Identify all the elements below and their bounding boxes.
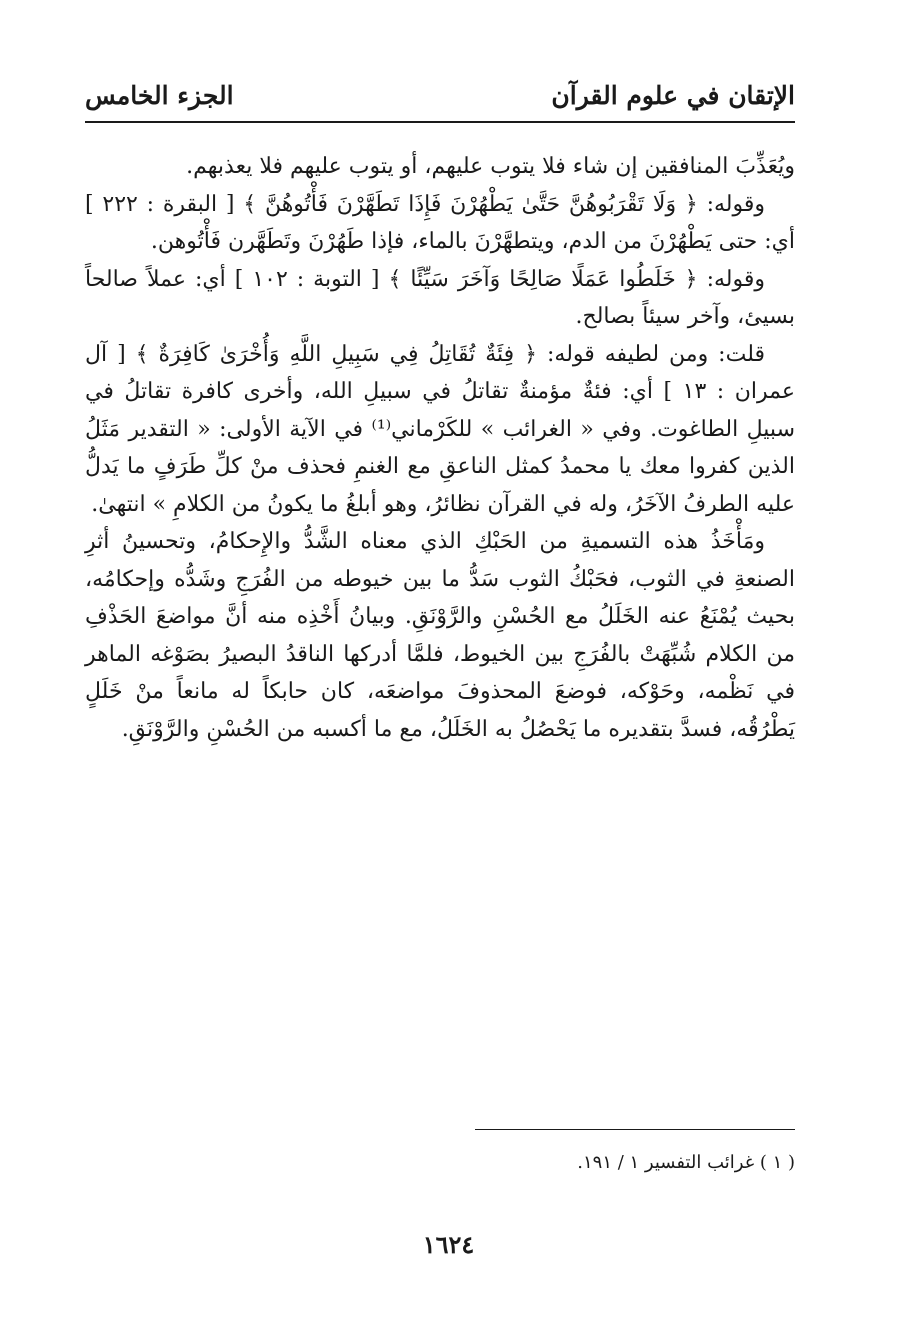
paragraph-4: قلت: ومن لطيفه قوله: ﴿ فِئَةٌ تُقَاتِلُ فِي سَبِيلِ اللَّهِ وَأُخْرَىٰ كَافِرَةٌ ﴾ [ آل عمران : ١٣ ] أي: فئةٌ مؤمنةٌ تقاتلُ في سبيلِ الله، وأخرى كافرة تقاتلُ في سبيلِ الطاغوت. وفي « الغرائب » للكَرْماني⁽¹⁾ في الآية الأولى: « التقدير مَثَلُ الذين كفروا معك يا محمدُ كمثل الناعقِ مع الغنمِ فحذف منْ كلِّ طَرَفٍ ما يَدلُّ عليه الطرفُ الآخَرُ، وله في القرآن نظائرُ، وهو أبلغُ ما يكونُ من الكلامِ » انتهىٰ.: [85, 341, 795, 517]
footnote-divider: [475, 1129, 795, 1130]
paragraph-2: وقوله: ﴿ وَلَا تَقْرَبُوهُنَّ حَتَّىٰ يَطْهُرْنَ فَإِذَا تَطَهَّرْنَ فَأْتُوهُنَّ ﴾ [ البقرة : ٢٢٢ ] أي: حتى يَطْهُرْنَ من الدم، ويتطهَّرْنَ بالماء، فإذا طَهُرْنَ وتَطَهَّرن فَأْتُوهن.: [85, 191, 795, 254]
main-text: [85, 148, 795, 748]
book-title: الإتقان في علوم القرآن: [551, 81, 795, 110]
part-label: الجزء الخامس: [85, 81, 234, 110]
header-divider: [85, 121, 795, 123]
footnote: ( ١ ) غرائب التفسير ١ / ١٩١.: [577, 1152, 795, 1173]
page-number: ١٦٢٤: [422, 1230, 475, 1259]
paragraph-3: وقوله: ﴿ خَلَطُوا عَمَلًا صَالِحًا وَآخَرَ سَيِّئًا ﴾ [ التوبة : ١٠٢ ] أي: عملاً صالحاً بسيئ، وآخر سيئاً بصالح.: [85, 266, 795, 329]
page-header: [85, 76, 795, 116]
paragraph-5: ومَأْخَذُ هذه التسميةِ من الحَبْكِ الذي معناه الشَّدُّ والإِحكامُ، وتحسينُ أثرِ الصنعةِ في الثوب، فحَبْكُ الثوب سَدُّ ما بين خيوطه من الفُرَجِ وشَدُّه وإحكامُه، بحيث يُمْنَعُ عنه الخَلَلُ مع الحُسْنِ والرَّوْنَقِ. وبيانُ أَخْذِه منه أنَّ مواضعَ الحَذْفِ من الكلام شُبِّهَتْ بالفُرَجِ بين الخيوط، فلمَّا أدركها الناقدُ البصيرُ بصَوْغه الماهر في نَظْمه، وحَوْكه، فوضعَ المحذوفَ مواضعَه، كان حابكاً له مانعاً منْ خَلَلٍ يَطْرُقُه، فسدَّ بتقديره ما يَحْصُلُ به الخَلَلُ، مع ما أكسبه من الحُسْنِ والرَّوْنَقِ.: [85, 529, 795, 742]
paragraph-1: ويُعَذِّبَ المنافقين إن شاء فلا يتوب عليهم، أو يتوب عليهم فلا يعذبهم.: [186, 154, 795, 179]
